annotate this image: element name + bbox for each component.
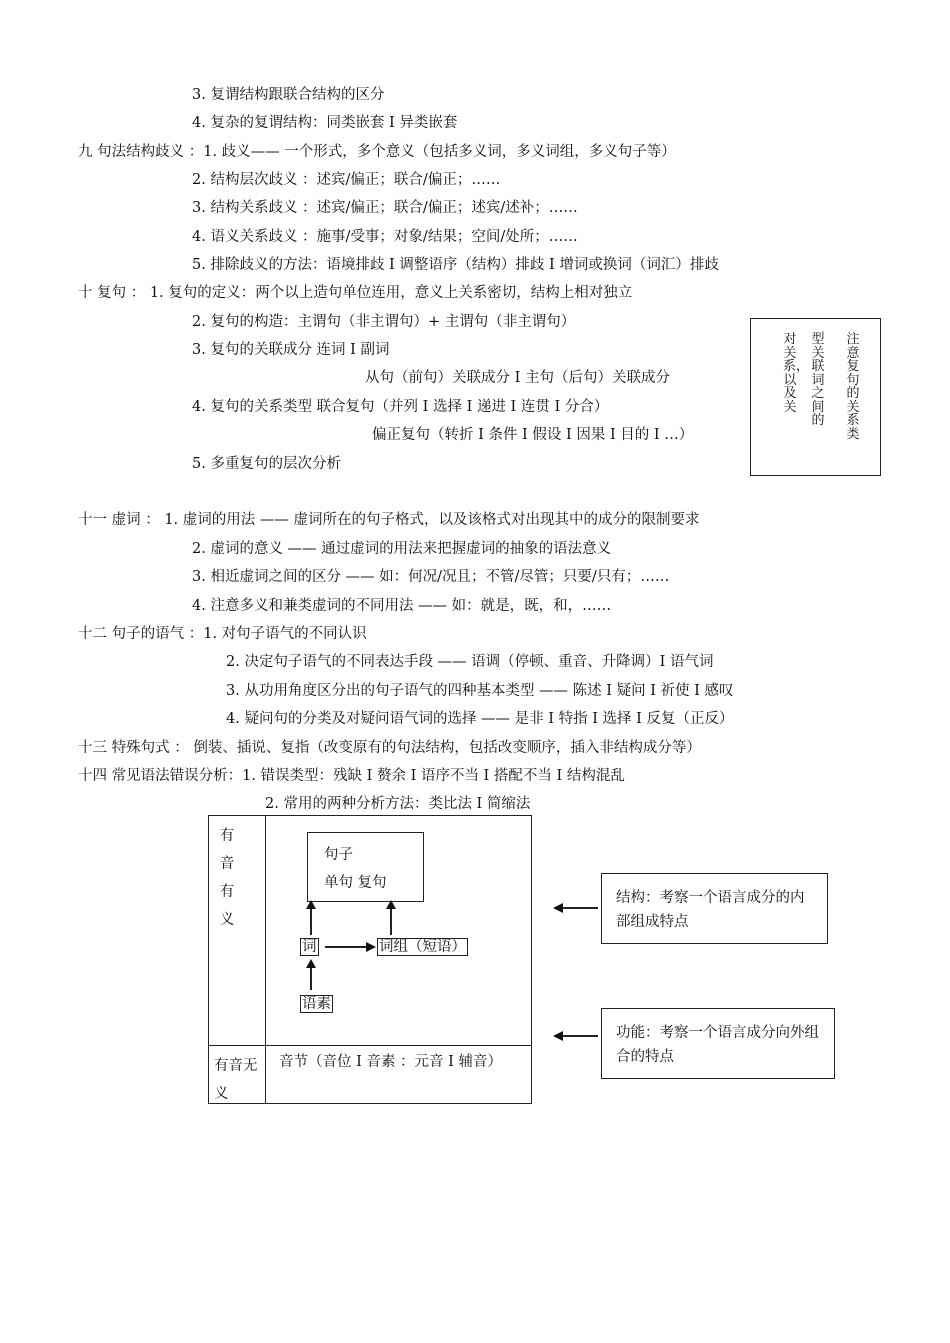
- arrow-up-icon: [386, 900, 396, 909]
- text-line: 偏正复句（转折 Ι 条件 Ι 假设 Ι 因果 Ι 目的 Ι …）: [372, 427, 694, 443]
- text-line: 4. 语义关系歧义 ：施事/受事；对象/结果；空间/处所；……: [192, 229, 578, 245]
- single-compound-label: 单句 复句: [324, 875, 387, 891]
- meaningless-sound-label: 有音无义: [214, 1058, 258, 1102]
- section-11-heading: 十一 虚词 ： 1. 虚词的用法 —— 虚词所在的句子格式，以及该格式对出现其中的成分的限制要求: [78, 512, 700, 528]
- sentence-label: 句子: [324, 847, 353, 863]
- text-line: 3. 复谓结构跟联合结构的区分: [192, 87, 385, 103]
- arrow-function: [562, 1035, 598, 1037]
- arrow-morpheme-to-word: [310, 966, 312, 990]
- section-9-heading: 九 句法结构歧义 ：1. 歧义—— 一个形式，多个意义（包括多义词，多义词组，多义句子等）: [78, 144, 676, 160]
- sidenote-box: [750, 318, 881, 476]
- section-12-heading: 十二 句子的语气 ：1. 对句子语气的不同认识: [78, 626, 367, 642]
- arrow-up-icon: [306, 959, 316, 968]
- section-10-heading: 十 复句 ： 1. 复句的定义：两个以上造句单位连用，意义上关系密切，结构上相对独立: [78, 285, 633, 301]
- sentence-box: [307, 832, 424, 902]
- section-13-heading: 十三 特殊句式 ： 倒装、插说、复指（改变原有的句法结构，包括改变顺序，插入非结构成分等）: [78, 740, 701, 756]
- arrow-left-icon: [553, 1031, 563, 1041]
- table-divider-vertical: [265, 815, 266, 1104]
- text-line: 4. 复句的关系类型 联合复句（并列 Ι 选择 Ι 递进 Ι 连贯 Ι 分合）: [192, 399, 609, 415]
- text-line: 3. 复句的关联成分 连词 Ι 副词: [192, 342, 390, 358]
- arrow-word-to-sentence: [310, 907, 312, 935]
- morpheme-node: 语素: [302, 996, 331, 1012]
- function-note-box: 功能：考察一个语言成分向外组合的特点: [601, 1008, 835, 1079]
- text-line: 2. 虚词的意义 —— 通过虚词的用法来把握虚词的抽象的语法意义: [192, 541, 612, 557]
- text-line: 3. 相近虚词之间的区分 —— 如：何况/况且；不管/尽管；只要/只有；……: [192, 569, 670, 585]
- sidenote-col-2: 型关联词之间的: [811, 332, 825, 428]
- text-line: 4. 复杂的复谓结构：同类嵌套 Ι 异类嵌套: [192, 115, 458, 131]
- text-line: 2. 决定句子语气的不同表达手段 —— 语调（停顿、重音、升降调）Ι 语气词: [226, 654, 714, 670]
- arrow-word-to-phrase: [325, 946, 367, 948]
- text-line: 5. 多重复句的层次分析: [192, 456, 341, 472]
- table-divider-horizontal: [208, 1045, 532, 1046]
- sidenote-col-3: 对关系，以及关: [783, 332, 810, 415]
- text-line: 从句（前句）关联成分 Ι 主句（后句）关联成分: [365, 370, 670, 386]
- text-line: 4. 注意多义和兼类虚词的不同用法 —— 如：就是，既，和，……: [192, 598, 612, 614]
- text-line: 3. 从功用角度区分出的句子语气的四种基本类型 —— 陈述 Ι 疑问 Ι 祈使 Ι 感叹: [226, 683, 734, 699]
- syllable-content: 音节（音位 Ι 音素 ：元音 Ι 辅音）: [279, 1054, 503, 1070]
- meaningful-sound-label: 有音有义: [219, 828, 235, 928]
- arrow-phrase-to-sentence: [390, 907, 392, 935]
- text-line: 2. 复句的构造：主谓句（非主谓句）+ 主谓句（非主谓句）: [192, 314, 576, 330]
- sidenote-col-1: 注意复句的关系类: [846, 332, 860, 442]
- word-node: 词: [302, 939, 317, 955]
- arrow-up-icon: [306, 900, 316, 909]
- arrow-left-icon: [553, 903, 563, 913]
- text-line: 3. 结构关系歧义 ：述宾/偏正；联合/偏正；述宾/述补；……: [192, 200, 578, 216]
- text-line: 2. 常用的两种分析方法：类比法 Ι 简缩法: [265, 796, 531, 812]
- section-14-heading: 十四 常见语法错误分析：1. 错误类型：残缺 Ι 赘余 Ι 语序不当 Ι 搭配不当 Ι 结构混乱: [78, 768, 625, 784]
- text-line: 4. 疑问句的分类及对疑问语气词的选择 —— 是非 Ι 特指 Ι 选择 Ι 反复（正反）: [226, 711, 734, 727]
- text-line: 2. 结构层次歧义 ：述宾/偏正；联合/偏正；……: [192, 172, 501, 188]
- arrow-right-icon: [366, 942, 376, 952]
- text-line: 5. 排除歧义的方法：语境排歧 Ι 调整语序（结构）排歧 Ι 增词或换词（词汇）排歧: [192, 257, 719, 273]
- arrow-structure: [562, 907, 598, 909]
- phrase-node: 词组（短语）: [379, 939, 466, 955]
- structure-note-box: 结构：考察一个语言成分的内部组成特点: [601, 873, 828, 944]
